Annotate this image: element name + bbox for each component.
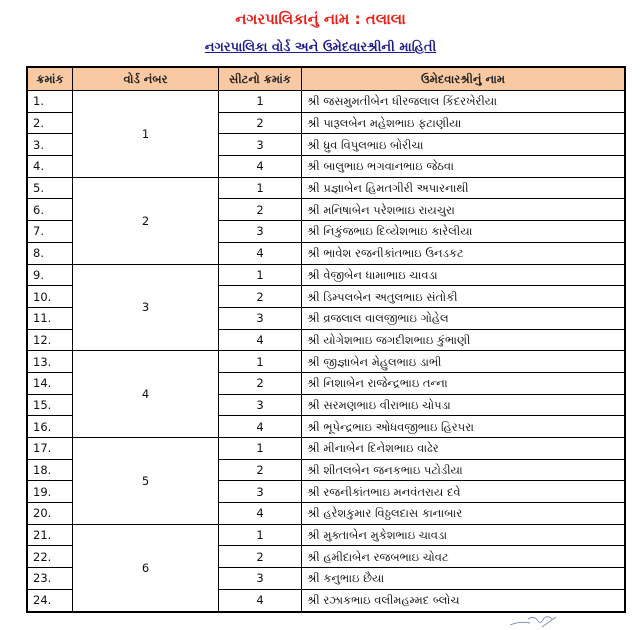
- signature-mark: [508, 613, 558, 629]
- candidate-name-cell: શ્રી હરેશકુમાર વિઠ્ઠલદાસ કાનાબાર: [302, 503, 626, 525]
- page-subtitle: નગરપાલિકા વોર્ડ અને ઉમેદવારશ્રીની માહિતી: [204, 40, 437, 55]
- candidate-name-cell: શ્રી ભાવેશ રજનીકાંતભાઇ ઉનડકટ: [302, 242, 626, 264]
- serial-cell: 14.: [27, 372, 73, 394]
- candidate-table: [26, 66, 626, 613]
- candidate-name-cell: શ્રી ધ્રુવ વિપુલભાઇ બોરીચા: [302, 134, 626, 156]
- seat-number-cell: 2: [219, 112, 302, 134]
- serial-cell: 1.: [27, 91, 73, 113]
- candidate-name-cell: શ્રી કનુભાઇ છૈયા: [302, 568, 626, 590]
- serial-cell: 17.: [27, 438, 73, 460]
- ward-number-cell: 5: [73, 438, 219, 525]
- candidate-name-cell: શ્રી વેજીબેન ધામાભાઇ ચાવડા: [302, 264, 626, 286]
- seat-number-cell: 1: [219, 351, 302, 373]
- table-row: [27, 177, 625, 199]
- serial-cell: 6.: [27, 199, 73, 221]
- serial-cell: 15.: [27, 394, 73, 416]
- candidate-name-cell: શ્રી પારૂલબેન મહેશભાઇ ફટાણીયા: [302, 112, 626, 134]
- candidate-name-cell: શ્રી વ્રજલાલ વાલજીભાઇ ગોહેલ: [302, 307, 626, 329]
- table-row: [27, 524, 625, 546]
- candidate-name-cell: શ્રી નિશાબેન રાજેન્દ્રભાઇ તન્ના: [302, 372, 626, 394]
- seat-number-cell: 3: [219, 221, 302, 243]
- seat-number-cell: 2: [219, 372, 302, 394]
- serial-cell: 16.: [27, 416, 73, 438]
- serial-cell: 11.: [27, 307, 73, 329]
- column-header-serial: ક્રમાંક: [27, 67, 73, 91]
- serial-cell: 3.: [27, 134, 73, 156]
- serial-cell: 9.: [27, 264, 73, 286]
- seat-number-cell: 2: [219, 199, 302, 221]
- candidate-name-cell: શ્રી મનિષાબેન પરેશભાઇ રાયચુરા: [302, 199, 626, 221]
- seat-number-cell: 1: [219, 177, 302, 199]
- seat-number-cell: 3: [219, 568, 302, 590]
- seat-number-cell: 1: [219, 91, 302, 113]
- ward-number-cell: 4: [73, 351, 219, 438]
- seat-number-cell: 2: [219, 546, 302, 568]
- candidate-name-cell: શ્રી હમીદાબેન રજબભાઇ ચોવટ: [302, 546, 626, 568]
- seat-number-cell: 3: [219, 134, 302, 156]
- serial-cell: 8.: [27, 242, 73, 264]
- serial-cell: 7.: [27, 221, 73, 243]
- serial-cell: 19.: [27, 481, 73, 503]
- seat-number-cell: 4: [219, 242, 302, 264]
- serial-cell: 2.: [27, 112, 73, 134]
- table-row: [27, 438, 625, 460]
- column-header-candidate: ઉમેદવારશ્રીનું નામ: [302, 67, 626, 91]
- seat-number-cell: 4: [219, 503, 302, 525]
- seat-number-cell: 4: [219, 589, 302, 611]
- ward-number-cell: 6: [73, 524, 219, 611]
- candidate-name-cell: શ્રી શીતલબેન જનકભાઇ પટોડીયા: [302, 459, 626, 481]
- candidate-name-cell: શ્રી જીજ્ઞાબેન મેહુલભાઇ ડાભી: [302, 351, 626, 373]
- candidate-name-cell: શ્રી મુક્તાબેન મુકેશભાઇ ચાવડા: [302, 524, 626, 546]
- serial-cell: 18.: [27, 459, 73, 481]
- ward-number-cell: 3: [73, 264, 219, 351]
- candidate-name-cell: શ્રી યોગેશભાઇ જગદીશભાઇ કુંભાણી: [302, 329, 626, 351]
- serial-cell: 10.: [27, 286, 73, 308]
- serial-cell: 22.: [27, 546, 73, 568]
- candidate-name-cell: શ્રી રજનીકાંતભાઇ મનવંતરાય દવે: [302, 481, 626, 503]
- serial-cell: 4.: [27, 156, 73, 178]
- seat-number-cell: 4: [219, 416, 302, 438]
- serial-cell: 5.: [27, 177, 73, 199]
- seat-number-cell: 2: [219, 286, 302, 308]
- seat-number-cell: 3: [219, 307, 302, 329]
- candidate-name-cell: શ્રી રઝાકભાઇ વલીમહમ્મદ બ્લોચ: [302, 589, 626, 611]
- candidate-name-cell: શ્રી બાલુભાઇ ભગવાનભાઇ જેઠવા: [302, 156, 626, 178]
- candidate-name-cell: શ્રી નિકુંજભાઇ દિવ્યેશભાઇ કારેલીયા: [302, 221, 626, 243]
- ward-number-cell: 1: [73, 91, 219, 178]
- candidate-name-cell: શ્રી મીનાબેન દિનેશભાઇ વાઢેર: [302, 438, 626, 460]
- seat-number-cell: 4: [219, 156, 302, 178]
- serial-cell: 21.: [27, 524, 73, 546]
- column-header-ward: વોર્ડ નંબર: [73, 67, 219, 91]
- column-header-seat: સીટનો ક્રમાંક: [219, 67, 302, 91]
- seat-number-cell: 3: [219, 481, 302, 503]
- serial-cell: 23.: [27, 568, 73, 590]
- candidate-name-cell: શ્રી સરમણભાઇ વીરાભાઇ ચોપડા: [302, 394, 626, 416]
- table-row: [27, 351, 625, 373]
- page-title: નગરપાલિકાનું નામ : તલાલા: [235, 10, 406, 28]
- seat-number-cell: 2: [219, 459, 302, 481]
- serial-cell: 24.: [27, 589, 73, 611]
- table-header-row: [27, 67, 625, 91]
- seat-number-cell: 4: [219, 329, 302, 351]
- candidate-name-cell: શ્રી પ્રજ્ઞાબેન હિમતગીરી અપારનાથી: [302, 177, 626, 199]
- ward-number-cell: 2: [73, 177, 219, 264]
- candidate-name-cell: શ્રી ભૂપેન્દ્રભાઇ ઓધવજીભાઇ હિરપરા: [302, 416, 626, 438]
- candidate-name-cell: શ્રી ડિમ્પલબેન અતુલભાઇ સંતોકી: [302, 286, 626, 308]
- serial-cell: 12.: [27, 329, 73, 351]
- serial-cell: 13.: [27, 351, 73, 373]
- seat-number-cell: 1: [219, 438, 302, 460]
- candidate-name-cell: શ્રી જસમુમતીબેન ધીરજલાલ કિંદરખેરીયા: [302, 91, 626, 113]
- seat-number-cell: 1: [219, 524, 302, 546]
- serial-cell: 20.: [27, 503, 73, 525]
- seat-number-cell: 1: [219, 264, 302, 286]
- table-row: [27, 91, 625, 113]
- seat-number-cell: 3: [219, 394, 302, 416]
- table-body: [27, 91, 625, 612]
- table-row: [27, 264, 625, 286]
